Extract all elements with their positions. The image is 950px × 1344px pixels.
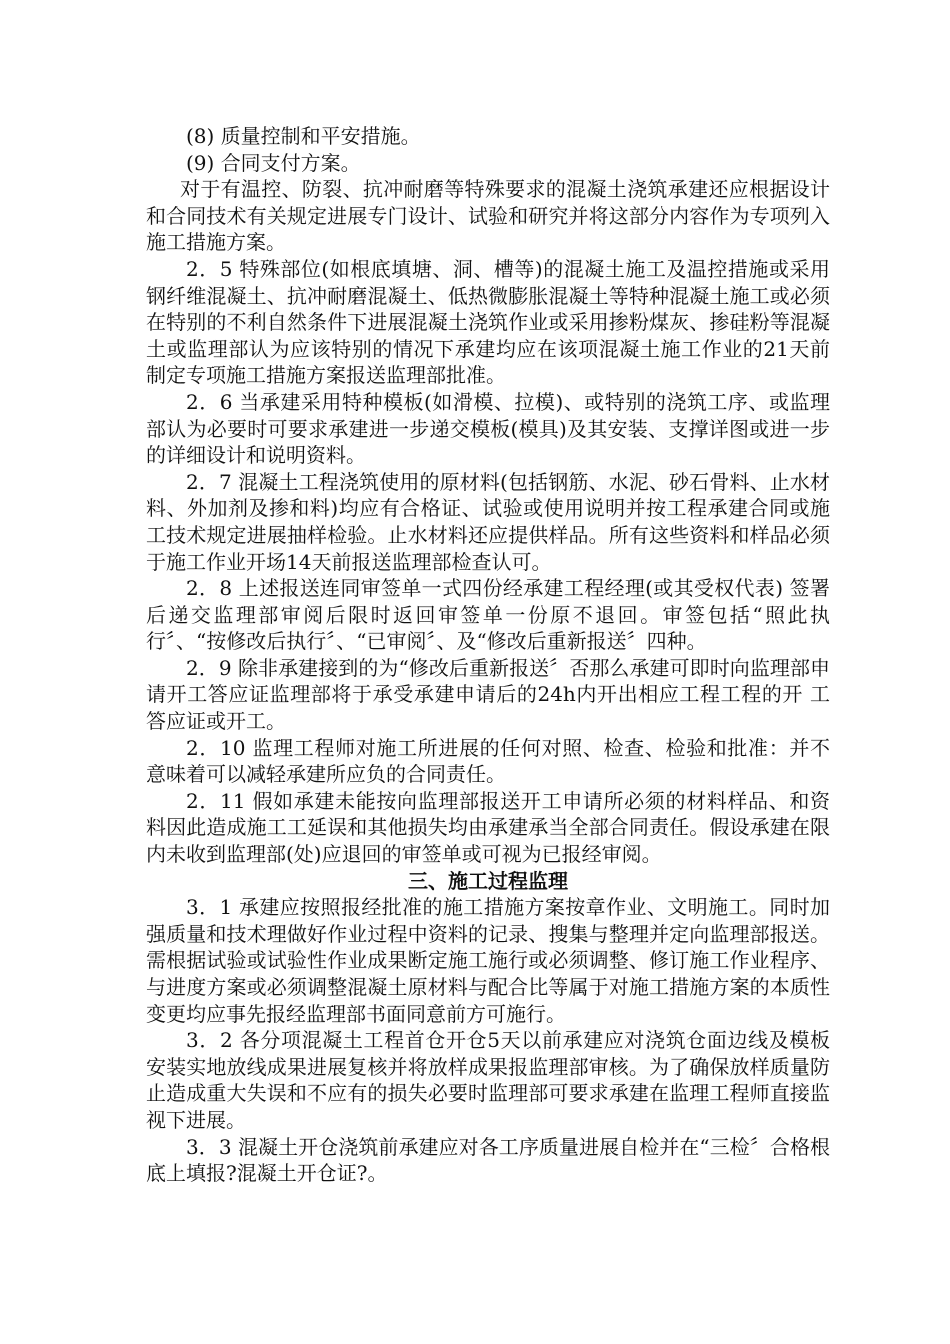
paragraph-2-9: 2．9 除非承建接到的为“修改后重新报送〞否那么承建可即时向监理部申请开工答应证监理部将于承受承建申请后的24h内开出相应工程工程的开 工答应证或开工。 bbox=[146, 655, 830, 734]
section-heading: 三、施工过程监理 bbox=[408, 868, 568, 893]
paragraph-item-9: (9) 合同支付方案。 bbox=[186, 150, 361, 175]
paragraph-2-5: 2．5 特殊部位(如根底填塘、洞、槽等)的混凝土施工及温控措施或采用钢纤维混凝土、抗冲耐磨混凝土、低热微膨胀混凝土等特种混凝土施工或必须在特别的不利自然条件下进展混凝土浇筑作业或采用掺粉煤灰、掺硅粉等混凝土或监理部认为应该特别的情况下承建均应在该项混凝土施工作业的21天前制定专项施工措施方案报送监理部批准。 bbox=[146, 256, 830, 388]
document-body bbox=[146, 123, 830, 1187]
paragraph-2-6: 2．6 当承建采用特种模板(如滑模、拉模)、或特别的浇筑工序、或监理部认为必要时可要求承建进一步递交模板(模具)及其安装、支撑详图或进一步的详细设计和说明资料。 bbox=[146, 389, 830, 468]
paragraph-2-11: 2．11 假如承建未能按向监理部报送开工申请所必须的材料样品、和资料因此造成施工工延误和其他损失均由承建承当全部合同责任。假设承建在限内未收到监理部(处)应退回的审签单或可视为已报经审阅。 bbox=[146, 788, 830, 867]
paragraph-3-3: 3．3 混凝土开仓浇筑前承建应对各工序质量进展自检并在“三检〞合格根底上填报?混凝土开仓证?。 bbox=[146, 1134, 830, 1186]
paragraph-3-1: 3．1 承建应按照报经批准的施工措施方案按章作业、文明施工。同时加强质量和技术理做好作业过程中资料的记录、搜集与整理并定向监理部报送。需根据试验或试验性作业成果断定施工施行或必须调整、修订施工作业程序、与进度方案或必须调整混凝土原材料与配合比等属于对施工措施方案的本质性变更均应事先报经监理部书面同意前方可施行。 bbox=[146, 895, 830, 1026]
paragraph-2-8: 2．8 上述报送连同审签单一式四份经承建工程经理(或其受权代表) 签署后递交监理部审阅后限时返回审签单一份原不退回。审签包括“照此执行〞、“按修改后执行〞、“已审阅〞、及“修改后重新报送〞四种。 bbox=[146, 576, 830, 654]
paragraph-special-requirements: 对于有温控、防裂、抗冲耐磨等特殊要求的混凝土浇筑承建还应根据设计和合同技术有关规定进展专门设计、试验和研究并将这部分内容作为专项列入施工措施方案。 bbox=[146, 177, 830, 255]
paragraph-3-2: 3．2 各分项混凝土工程首仓开仓5天以前承建应对浇筑仓面边线及模板安装实地放线成果进展复核并将放样成果报监理部审核。为了确保放样质量防止造成重大失误和不应有的损失必要时监理部可要求承建在监理工程师直接监视下进展。 bbox=[146, 1028, 830, 1132]
paragraph-2-10: 2．10 监理工程师对施工所进展的任何对照、检查、检验和批准：并不意味着可以减轻承建所应负的合同责任。 bbox=[146, 735, 830, 787]
paragraph-2-7: 2．7 混凝土工程浇筑使用的原材料(包括钢筋、水泥、砂石骨料、止水材料、外加剂及掺和料)均应有合格证、试验或使用说明并按工程承建合同或施工技术规定进展抽样检验。止水材料还应提供样品。所有这些资料和样品必须于施工作业开场14天前报送监理部检查认可。 bbox=[146, 469, 830, 574]
paragraph-item-8: (8) 质量控制和平安措施。 bbox=[186, 124, 421, 148]
